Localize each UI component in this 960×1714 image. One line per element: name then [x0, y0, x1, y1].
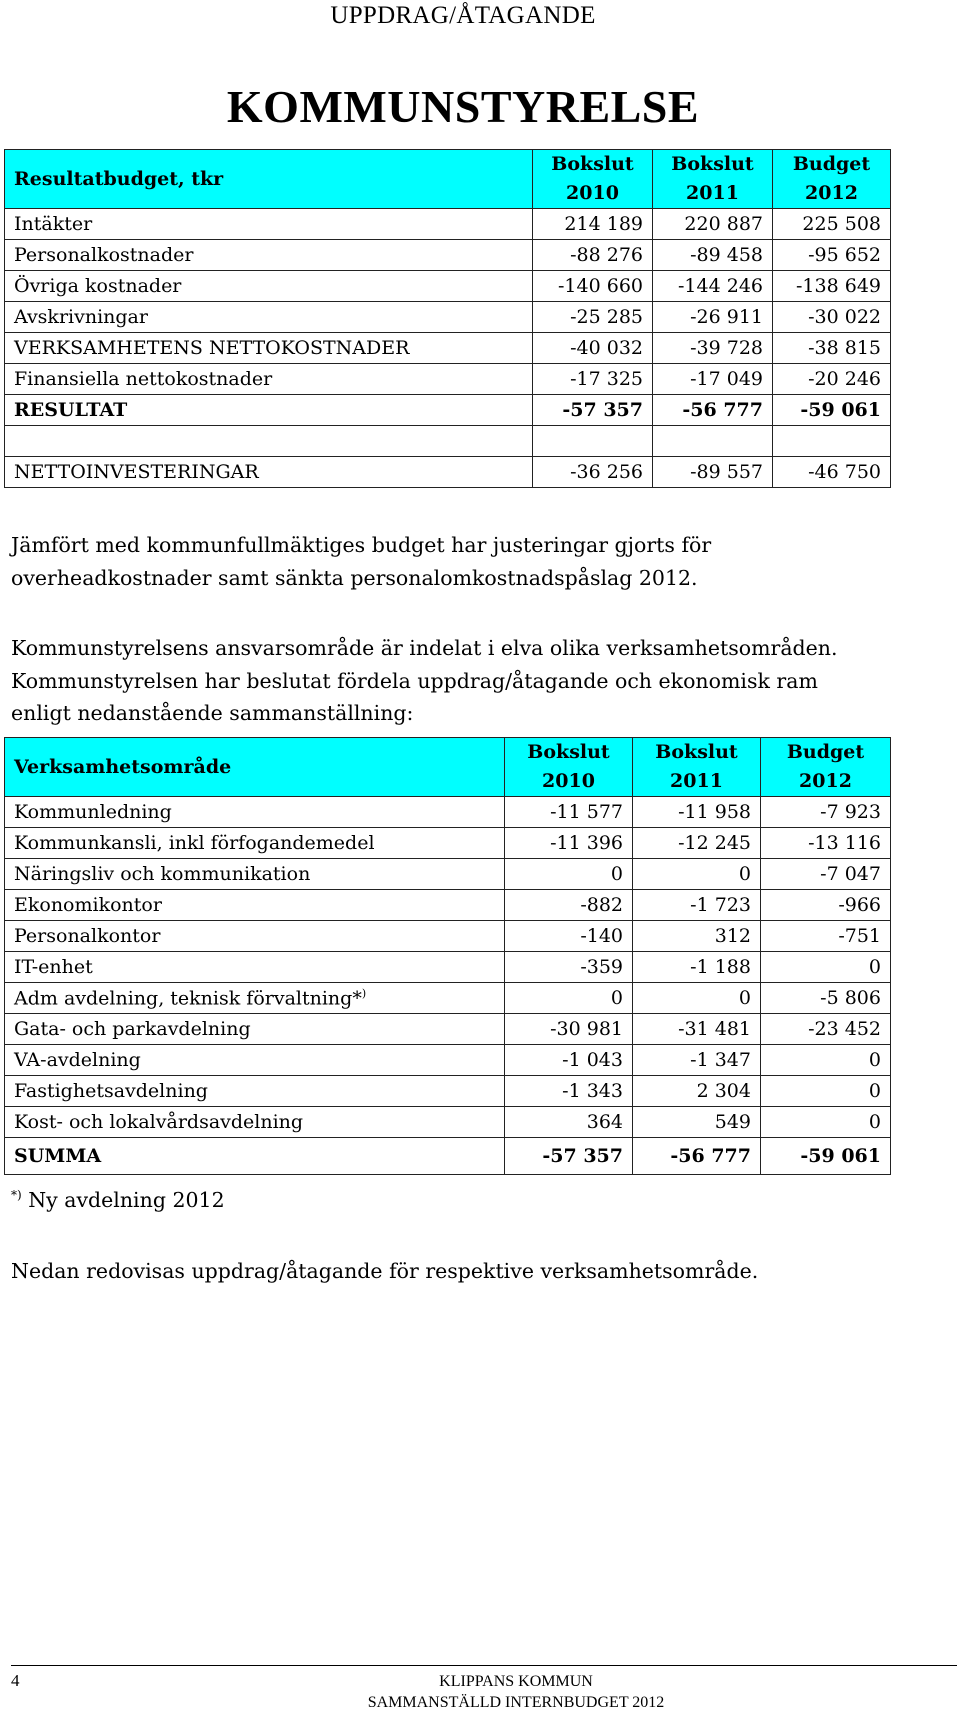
cell-value: 0 — [633, 859, 761, 890]
cell-value: 312 — [633, 921, 761, 952]
cell-value: -23 452 — [761, 1014, 891, 1045]
column-header-line2: 2012 — [805, 182, 858, 204]
column-header-bokslut-2010 — [505, 738, 633, 797]
table-row — [5, 983, 891, 1014]
cell-value: -36 256 — [533, 457, 653, 488]
cell-value: 214 189 — [533, 209, 653, 240]
footnote-mark: *) — [11, 1188, 22, 1203]
table-row — [5, 890, 891, 921]
cell-value: 2 304 — [633, 1076, 761, 1107]
cell-value: -46 750 — [773, 457, 891, 488]
table-row — [5, 209, 891, 240]
column-header-line1: Bokslut — [671, 153, 754, 175]
table-row — [5, 457, 891, 488]
table-row-resultat — [5, 395, 891, 426]
cell-value: -11 958 — [633, 797, 761, 828]
row-label: Näringsliv och kommunikation — [5, 859, 505, 890]
footer-org-name: KLIPPANS KOMMUN — [439, 1673, 593, 1690]
cell-value: -882 — [505, 890, 633, 921]
cell-value: -1 188 — [633, 952, 761, 983]
column-header-budget-2012 — [773, 150, 891, 209]
footnote-text: Ny avdelning 2012 — [21, 1188, 225, 1212]
cell-value: -1 043 — [505, 1045, 633, 1076]
cell-value: -26 911 — [653, 302, 773, 333]
cell-value: -1 343 — [505, 1076, 633, 1107]
cell-value: 0 — [505, 983, 633, 1014]
page-header: UPPDRAG/ÅTAGANDE — [330, 2, 596, 29]
column-header-line2: 2010 — [566, 182, 619, 204]
cell-value: -1 723 — [633, 890, 761, 921]
empty-cell — [5, 426, 533, 457]
cell-value: -57 357 — [505, 1138, 633, 1175]
row-label: Avskrivningar — [5, 302, 533, 333]
paragraph-line: Kommunstyrelsen har beslutat fördela uppdrag/åtagande och ekonomisk ram — [11, 668, 818, 693]
cell-value: 0 — [761, 1076, 891, 1107]
column-header-budget-2012 — [761, 738, 891, 797]
paragraph-nedan: Nedan redovisas uppdrag/åtagande för respektive verksamhetsområde. — [11, 1259, 759, 1283]
row-label: Intäkter — [5, 209, 533, 240]
cell-value: -95 652 — [773, 240, 891, 271]
row-label — [5, 983, 505, 1014]
cell-value: 220 887 — [653, 209, 773, 240]
table-row — [5, 828, 891, 859]
cell-value: -17 325 — [533, 364, 653, 395]
table-row-summa — [5, 1138, 891, 1175]
cell-value: 225 508 — [773, 209, 891, 240]
row-label: Övriga kostnader — [5, 271, 533, 302]
cell-value: 0 — [761, 952, 891, 983]
footnote-marker: ) — [361, 986, 367, 1000]
cell-value: -89 458 — [653, 240, 773, 271]
row-label: Ekonomikontor — [5, 890, 505, 921]
table-row — [5, 302, 891, 333]
cell-value: -144 246 — [653, 271, 773, 302]
table-header-row — [5, 738, 891, 797]
row-label: VA-avdelning — [5, 1045, 505, 1076]
cell-value: -12 245 — [633, 828, 761, 859]
paragraph-line: overheadkostnader samt sänkta personalomkostnadspåslag 2012. — [11, 565, 698, 590]
table-row — [5, 797, 891, 828]
cell-value: -59 061 — [761, 1138, 891, 1175]
row-label: Kommunledning — [5, 797, 505, 828]
cell-value: -39 728 — [653, 333, 773, 364]
paragraph-ansvarsomrade — [11, 632, 911, 730]
row-label-text: Adm avdelning, teknisk förvaltning* — [14, 987, 362, 1010]
table-row — [5, 1045, 891, 1076]
cell-value: -359 — [505, 952, 633, 983]
column-header-line1: Bokslut — [527, 741, 610, 763]
paragraph-line: enligt nedanstående sammanställning: — [11, 701, 414, 725]
table-row — [5, 1076, 891, 1107]
cell-value: -1 347 — [633, 1045, 761, 1076]
row-label: SUMMA — [5, 1138, 505, 1175]
footer-divider — [11, 1665, 957, 1666]
cell-value: -11 396 — [505, 828, 633, 859]
cell-value: -88 276 — [533, 240, 653, 271]
column-header-bokslut-2011 — [633, 738, 761, 797]
column-header-line2: 2011 — [670, 770, 723, 792]
column-header-line1: Budget — [786, 741, 865, 763]
row-label: Kommunkansli, inkl förfogandemedel — [5, 828, 505, 859]
column-header-bokslut-2011 — [653, 150, 773, 209]
paragraph-justeringar — [11, 529, 911, 594]
paragraph-line: Kommunstyrelsens ansvarsområde är indelat i elva olika verksamhetsområden. — [11, 636, 838, 660]
row-label: Kost- och lokalvårdsavdelning — [5, 1107, 505, 1138]
row-label: RESULTAT — [5, 395, 533, 426]
cell-value: -31 481 — [633, 1014, 761, 1045]
footnote — [11, 1188, 225, 1212]
cell-value: 0 — [505, 859, 633, 890]
empty-cell — [533, 426, 653, 457]
column-header-bokslut-2010 — [533, 150, 653, 209]
row-label: Gata- och parkavdelning — [5, 1014, 505, 1045]
resultatbudget-table — [4, 149, 891, 488]
empty-cell — [653, 426, 773, 457]
empty-cell — [773, 426, 891, 457]
row-label: IT-enhet — [5, 952, 505, 983]
cell-value: 364 — [505, 1107, 633, 1138]
table-row — [5, 271, 891, 302]
cell-value: -751 — [761, 921, 891, 952]
footer-document-name: SAMMANSTÄLLD INTERNBUDGET 2012 — [367, 1694, 665, 1711]
row-label: VERKSAMHETENS NETTOKOSTNADER — [5, 333, 533, 364]
row-label: NETTOINVESTERINGAR — [5, 457, 533, 488]
column-header-line1: Bokslut — [655, 741, 738, 763]
cell-value: -30 981 — [505, 1014, 633, 1045]
table-row — [5, 364, 891, 395]
table-row — [5, 921, 891, 952]
cell-value: -13 116 — [761, 828, 891, 859]
cell-value: 0 — [633, 983, 761, 1014]
cell-value: -59 061 — [773, 395, 891, 426]
row-label: Personalkostnader — [5, 240, 533, 271]
table-row — [5, 952, 891, 983]
table-row — [5, 333, 891, 364]
cell-value: -140 — [505, 921, 633, 952]
table-row — [5, 1014, 891, 1045]
cell-value: 0 — [761, 1107, 891, 1138]
cell-value: -30 022 — [773, 302, 891, 333]
cell-value: -5 806 — [761, 983, 891, 1014]
cell-value: -25 285 — [533, 302, 653, 333]
cell-value: -56 777 — [653, 395, 773, 426]
cell-value: 549 — [633, 1107, 761, 1138]
page-number: 4 — [11, 1671, 20, 1690]
cell-value: 0 — [761, 1045, 891, 1076]
cell-value: -56 777 — [633, 1138, 761, 1175]
row-label: Personalkontor — [5, 921, 505, 952]
cell-value: -138 649 — [773, 271, 891, 302]
cell-value: -140 660 — [533, 271, 653, 302]
column-header-line2: 2011 — [686, 182, 739, 204]
column-header-line2: 2012 — [799, 770, 852, 792]
cell-value: -38 815 — [773, 333, 891, 364]
cell-value: -966 — [761, 890, 891, 921]
cell-value: -89 557 — [653, 457, 773, 488]
column-header-line1: Bokslut — [551, 153, 634, 175]
table-row — [5, 1107, 891, 1138]
table-row — [5, 240, 891, 271]
row-label: Finansiella nettokostnader — [5, 364, 533, 395]
page-title: KOMMUNSTYRELSE — [226, 81, 700, 132]
column-header-label: Resultatbudget, tkr — [5, 150, 533, 209]
verksamhetsomrade-table — [4, 737, 891, 1175]
cell-value: -17 049 — [653, 364, 773, 395]
cell-value: -7 923 — [761, 797, 891, 828]
cell-value: -7 047 — [761, 859, 891, 890]
cell-value: -11 577 — [505, 797, 633, 828]
table-row-empty — [5, 426, 891, 457]
paragraph-line: Jämfört med kommunfullmäktiges budget har justeringar gjorts för — [11, 533, 712, 557]
column-header-line1: Budget — [792, 153, 871, 175]
column-header-line2: 2010 — [542, 770, 595, 792]
cell-value: -40 032 — [533, 333, 653, 364]
table-header-row — [5, 150, 891, 209]
column-header-label: Verksamhetsområde — [5, 738, 505, 797]
table-row — [5, 859, 891, 890]
row-label: Fastighetsavdelning — [5, 1076, 505, 1107]
cell-value: -20 246 — [773, 364, 891, 395]
cell-value: -57 357 — [533, 395, 653, 426]
